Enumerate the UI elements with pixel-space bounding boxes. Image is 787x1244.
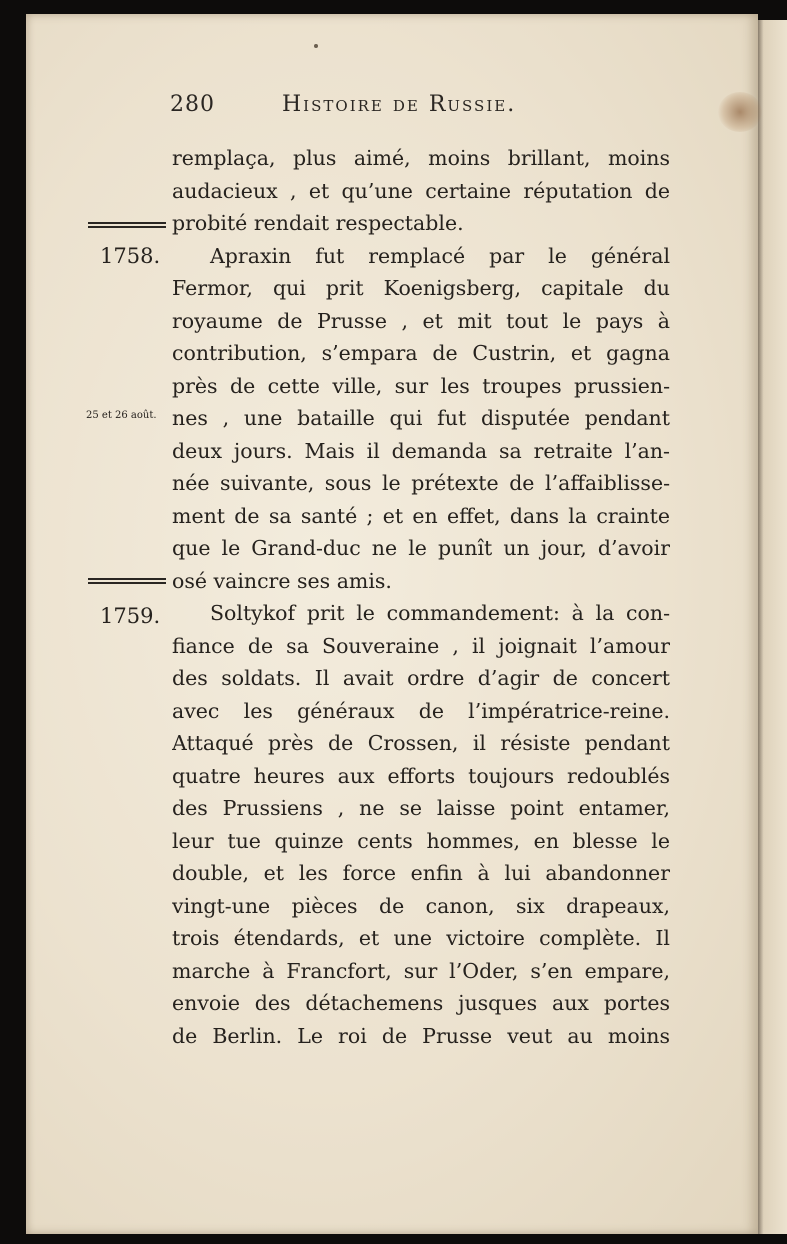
text-line: Apraxin fut remplacé par le général [210,243,670,268]
text-line: des soldats. Il avait ordre d’agir de concert [172,666,670,690]
text-line: deux jours. Mais il demanda sa retraite l’an- [172,438,670,463]
text-line: audacieux , et qu’une certaine réputation de [172,178,670,203]
text-line: avec les généraux de l’impératrice-reine. [172,698,670,723]
text-line: trois étendards, et une victoire complète. Il [172,926,670,950]
text-line: de Berlin. Le roi de Prusse veut au moins [172,1023,670,1048]
text-line: royaume de Prusse , et mit tout le pays à [172,308,670,333]
body-text [172,142,670,1052]
text-line: remplaça, plus aimé, moins brillant, moins [172,146,670,170]
page-number: 280 [170,92,215,117]
page-header [170,92,570,132]
text-line: double, et les force enfin à lui abandonner [172,861,670,885]
text-line: nes , une bataille qui fut disputée pendant [172,406,670,430]
section-rule [88,578,166,584]
text-line: ment de sa santé ; et en effet, dans la crainte [172,503,670,528]
text-line: Fermor, qui prit Koenigsberg, capitale du [172,276,670,300]
margin-year: 1758. [100,244,161,268]
text-line: probité rendait respectable. [172,211,464,235]
running-title: Histoire de Russie. [282,92,517,117]
paper-stain [718,92,762,132]
text-line: que le Grand-duc ne le punît un jour, d’avoir [172,536,670,560]
text-line: osé vaincre ses amis. [172,568,392,593]
text-line: marche à Francfort, sur l’Oder, s’en empare, [172,958,670,983]
text-line: Attaqué près de Crossen, il résiste pendant [172,731,670,755]
text-line: leur tue quinze cents hommes, en blesse le [172,828,670,853]
text-line: Soltykof prit le commandement: à la con- [210,601,670,625]
ink-speck [314,44,318,48]
text-line: près de cette ville, sur les troupes prussien- [172,373,670,398]
section-rule [88,222,166,228]
text-line: contribution, s’empara de Custrin, et gagna [172,341,670,365]
margin-year: 1759. [100,604,161,628]
text-line: envoie des détachemens jusques aux portes [172,991,670,1015]
text-line: née suivante, sous le prétexte de l’affaiblisse- [172,471,670,495]
text-line: quatre heures aux efforts toujours redoublés [172,763,670,788]
text-line: fiance de sa Souveraine , il joignait l’amour [172,633,670,658]
text-line: des Prussiens , ne se laisse point entamer, [172,796,670,820]
margin-date: 25 et 26 août. [86,410,157,421]
text-line: vingt-une pièces de canon, six drapeaux, [172,893,670,918]
